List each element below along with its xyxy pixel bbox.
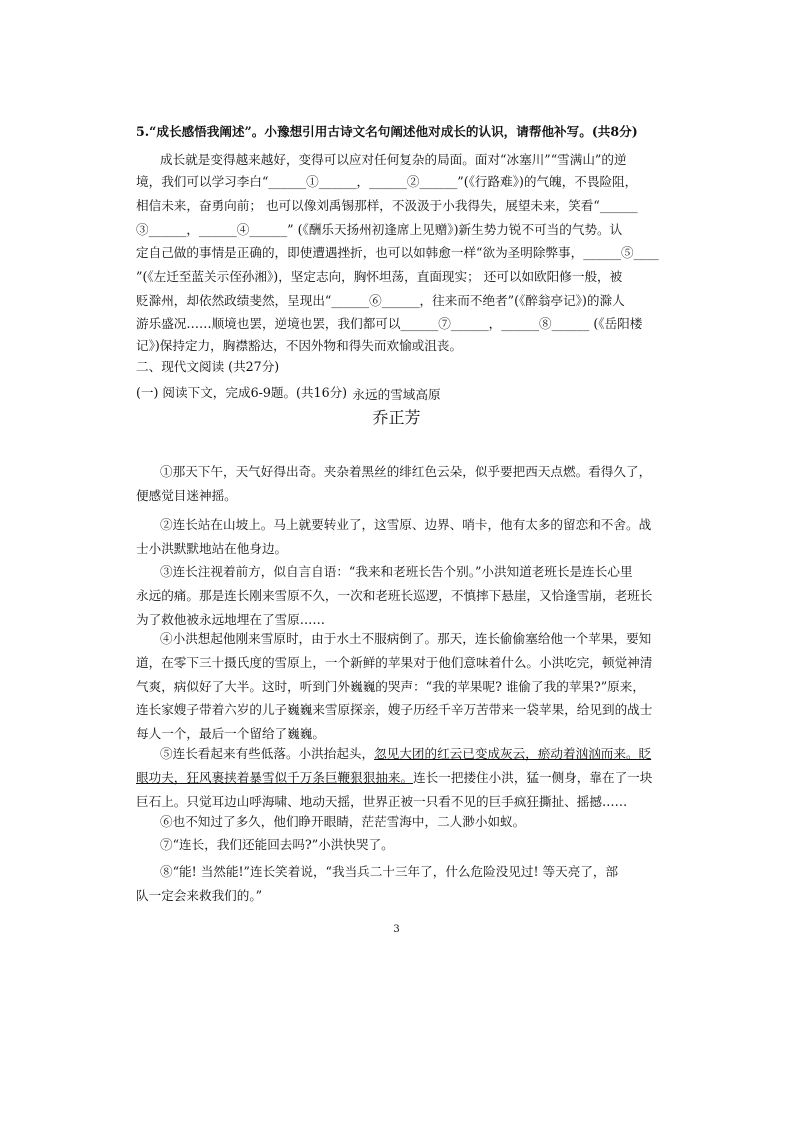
q5-line-7: 贬滁州，却依然政绩斐然，呈现出“______⑥______，往来而不绝者”(《醉翁亭记》)的滁人 [136,293,625,308]
q5-line-2: 境，我们可以学习李白“______①______，______②______”(《行路难》)的气魄，不畏险阻， [136,174,638,189]
question-5-heading: 5.“成长感悟我阐述”。小豫想引用古诗文名句阐述他对成长的认识，请帮他补写。(共8分) [136,124,638,139]
para-8-line-2: 队一定会来救我们的。” [136,888,263,903]
para-3-line-1: ③连长注视着前方，似自言自语：“我来和老班长告个别。”小洪知道老班长是连长心里 [160,564,633,579]
para-4-line-3: 气爽，病似好了大半。这时，听到门外巍巍的哭声：“我的苹果呢? 谁偷了我的苹果?”原来， [136,679,645,694]
para-2-line-2: 士小洪默默地站在他身边。 [136,541,288,556]
article-title: 永远的雪域高原 [352,387,441,402]
para-5-line-3: 巨石上。只觉耳边山呼海啸、地动天摇，世界正被一只看不见的巨手疯狂撕扯、摇撼…… [136,794,628,809]
para-3-line-3: 为了救他被永远地埋在了雪原…… [136,612,325,627]
para-1-line-2: 便感觉目迷神摇。 [136,488,237,503]
para-5-line-2 [136,768,666,788]
para-7: ⑦“连长，我们还能回去吗?”小洪快哭了。 [160,837,394,852]
para-5-underlined-text: 忽见大团的红云已变成灰云，瘀动着汹汹而来。眨 [374,746,652,761]
q5-line-3: 相信未来，奋勇向前； 也可以像刘禹锡那样，不汲汲于小我得失，展望未来，笑看“______ [136,198,638,213]
para-2-line-1: ②连长站在山坡上。马上就要转业了，这雪原、边界、哨卡，他有太多的留恋和不舍。战 [160,517,652,532]
q5-line-5: 定自己做的事情是正确的，即使遭遇挫折，也可以如韩愈一样“欲为圣明除弊事，______⑤____ [136,245,659,260]
para-4-line-1: ④小洪想起他刚来雪原时，由于水土不服病倒了。那天，连长偷偷塞给他一个苹果，要知 [160,631,652,646]
section-2-heading: 二、现代文阅读 (共27分) [136,359,280,374]
para-4-line-5: 每人一个，最后一个留给了巍巍。 [136,726,325,741]
q5-line-8: 游乐盛况……顺境也罢，逆境也罢，我们都可以______⑦______，______⑧______ (《岳阳楼 [136,316,643,331]
page-number: 3 [393,924,400,935]
para-5-line-1 [160,744,690,764]
q5-line-4: ③______，______④______” (《酬乐天扬州初逢席上见赠》)新生势力锐不可当的气势。认 [136,222,623,237]
para-1-line-1: ①那天下午，天气好得出奇。夹杂着黑丝的绯红色云朵，似乎要把西天点燃。看得久了， [160,464,652,479]
part-1-heading: (一) 阅读下文，完成6-9题。(共16分) [136,385,348,400]
para-3-line-2: 永远的痛。那是连长刚来雪原不久，一次和老班长巡逻，不慎摔下悬崖，又恰逢雪崩，老班长 [136,588,653,603]
q5-line-6: ”(《左迁至蓝关示侄孙湘》)，坚定志向，胸怀坦荡，直面现实； 还可以如欧阳修一般，被 [136,269,623,284]
para-4-line-4: 连长家嫂子带着六岁的儿子巍巍来雪原探亲，嫂子历经千辛万苦带来一袋苹果，给见到的战士 [136,702,653,717]
para-8-line-1: ⑧“能! 当然能!”连长笑着说，“我当兵二十三年了，什么危险没见过! 等天亮了，部 [160,864,619,879]
para-5-underlined-text: 眼功夫，狂风裹挟着暴雪似千万条巨鞭狠狠抽来。 [136,770,414,785]
q5-line-9: 记》)保持定力，胸襟豁达，不因外物和得失而欢愉或沮丧。 [136,338,463,353]
q5-line-1: 成长就是变得越来越好，变得可以应对任何复杂的局面。面对“冰塞川”“雪满山”的逆 [160,152,627,167]
para-5-text: ⑤连长看起来有些低落。小洪抬起头， [160,746,375,761]
article-author: 乔正芳 [372,408,421,427]
para-6: ⑥也不知过了多久，他们睁开眼睛，茫茫雪海中，二人渺小如蚁。 [160,814,526,829]
para-4-line-2: 道，在零下三十摄氏度的雪原上，一个新鲜的苹果对于他们意味着什么。小洪吃完，顿觉神清 [136,655,653,670]
para-5-text: 连长一把搂住小洪，猛一侧身，靠在了一块 [413,770,653,785]
